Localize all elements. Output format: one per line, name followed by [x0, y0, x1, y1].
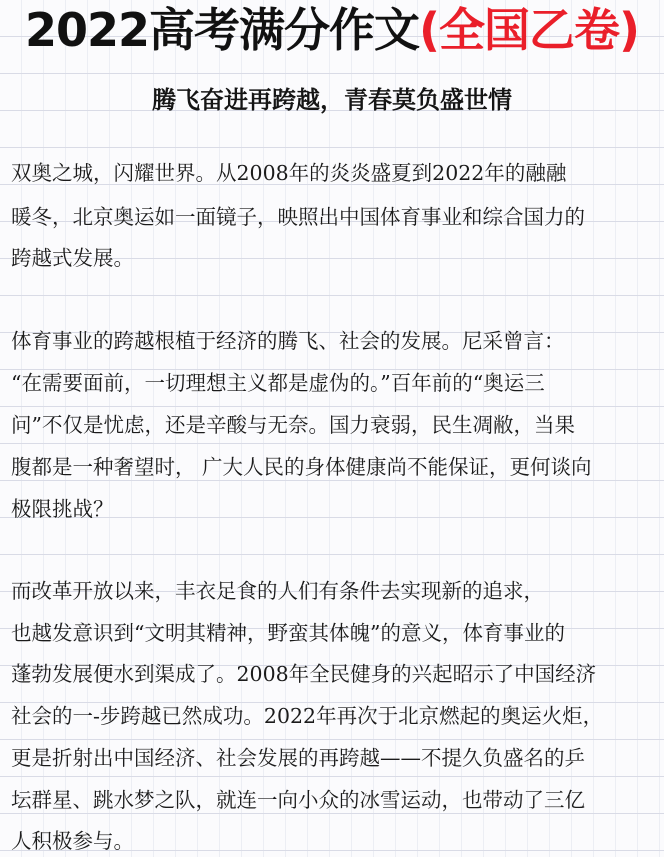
paragraph-2-line-1: 体育事业的跨越根植于经济的腾飞、社会的发展。尼采曾言：: [11, 329, 565, 353]
paragraph-2-line-3: 问”不仅是忧虑，还是辛酸与无奈。国力衰弱，民生凋敝，当果: [11, 413, 575, 437]
title-exam-paper: (全国乙卷): [418, 3, 640, 57]
paragraph-3-line-6: 坛群星、跳水梦之队，就连一向小众的冰雪运动，也带动了三亿: [11, 788, 585, 812]
paragraph-1-line-1: 双奥之城，闪耀世界。从2008年的炎炎盛夏到2022年的融融: [11, 161, 567, 185]
title-main: 2022高考满分作文: [24, 3, 419, 57]
paragraph-3-line-4: 社会的一-步跨越已然成功。2022年再次于北京燃起的奥运火炬，: [11, 704, 604, 728]
paragraph-3-line-2: 也越发意识到“文明其精神，野蛮其体魄”的意义，体育事业的: [11, 621, 565, 645]
paragraph-3-line-3: 蓬勃发展便水到渠成了。2008年全民健身的兴起昭示了中国经济: [11, 662, 597, 686]
paragraph-2-line-2: “在需要面前，一切理想主义都是虚伪的。”百年前的“奥运三: [11, 371, 545, 395]
paragraph-2-line-5: 极限挑战？: [11, 497, 114, 521]
paragraph-3-line-7: 人积极参与。: [11, 829, 134, 853]
paragraph-1-line-3: 跨越式发展。: [11, 246, 134, 270]
page-title: [0, 0, 664, 60]
paragraph-1-line-2: 暖冬，北京奥运如一面镜子，映照出中国体育事业和综合国力的: [11, 205, 585, 229]
paragraph-3-line-1: 而改革开放以来，丰衣足食的人们有条件去实现新的追求，: [11, 579, 544, 603]
essay-title: 腾飞奋进再跨越，青春莫负盛世情: [152, 86, 512, 114]
paragraph-2-line-4: 腹都是一种奢望时， 广大人民的身体健康尚不能保证，更何谈向: [11, 455, 592, 479]
paragraph-3-line-5: 更是折射出中国经济、社会发展的再跨越——不提久负盛名的乒: [11, 746, 585, 770]
